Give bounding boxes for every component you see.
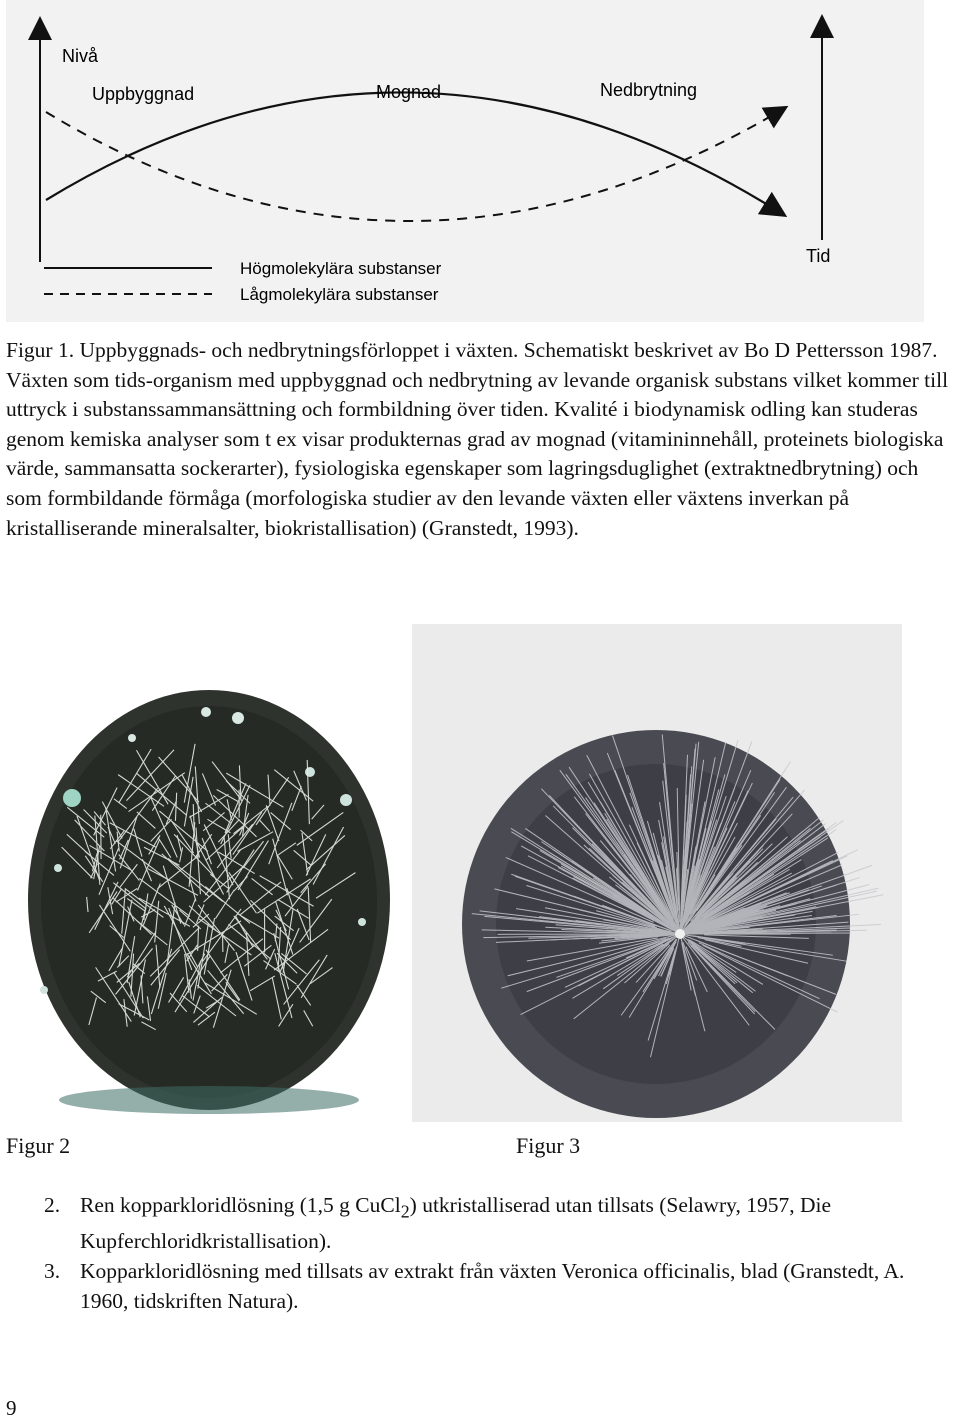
note-text: Kopparkloridlösning med tillsats av extrakt från växten Veronica officinalis, blad (Granstedt, A. 1960, tidskriften Natura). (80, 1259, 905, 1313)
curve-high-molecular (46, 92, 776, 210)
figure-notes-list (44, 1191, 954, 1317)
note-number: 2. (44, 1193, 61, 1217)
note-number: 3. (44, 1259, 61, 1284)
figure-1-diagram (6, 0, 924, 322)
figure-2-label: Figur 2 (6, 1133, 71, 1158)
phase-label-uppbyggnad: Uppbyggnad (92, 84, 195, 104)
curve-low-molecular (46, 112, 778, 221)
figure-3-photo (412, 624, 902, 1122)
note-text-part: Ren kopparkloridlösning (1,5 g CuCl (80, 1193, 401, 1217)
figure-1-caption: Figur 1. Uppbyggnads- och nedbrytningsförloppet i växten. Schematiskt beskrivet av Bo D Pettersson 1987. Växten som tids-organism med uppbyggnad och nedbrytning av levande organisk substans vilket kommer till uttryck i substanssammansättning och formbildning över tiden. Kvalité i biodynamisk odling kan studeras genom kemiska analyser som t ex visar produkternas grad av mognad (vitamininnehåll, proteinets biologiska värde, sammansatta sockerarter), fysiologiska egenskaper som lagringsduglighet (extraktnedbrytning) och som formbildande förmåga (morfologiska studier av den levande växten eller växtens inverkan på kristalliserande mineralsalter, biokristallisation) (Granstedt, 1993). (6, 338, 949, 540)
phase-label-mognad: Mognad (376, 82, 442, 102)
page-number: 9 (6, 1396, 17, 1420)
legend-label-low-molecular: Lågmolekylära substanser (240, 285, 439, 304)
phase-label-nedbrytning: Nedbrytning (600, 80, 698, 100)
figure-2-photo (28, 690, 390, 1120)
crystal-image-dark (28, 690, 390, 1120)
note-text-part: ) utkristalliserad utan tillsats (Selawry, 1957, Die Kupferchloridkristallisation). (80, 1193, 832, 1253)
diagram-svg (6, 0, 924, 322)
list-item (44, 1191, 954, 1256)
crystal-image-grey (412, 624, 902, 1122)
figure-3-label: Figur 3 (516, 1133, 581, 1158)
y-axis-label: Nivå (62, 46, 99, 66)
note-subscript: 2 (400, 1201, 410, 1222)
legend-label-high-molecular: Högmolekylära substanser (240, 259, 442, 278)
x-axis-label: Tid (806, 246, 831, 266)
list-item (44, 1257, 954, 1316)
